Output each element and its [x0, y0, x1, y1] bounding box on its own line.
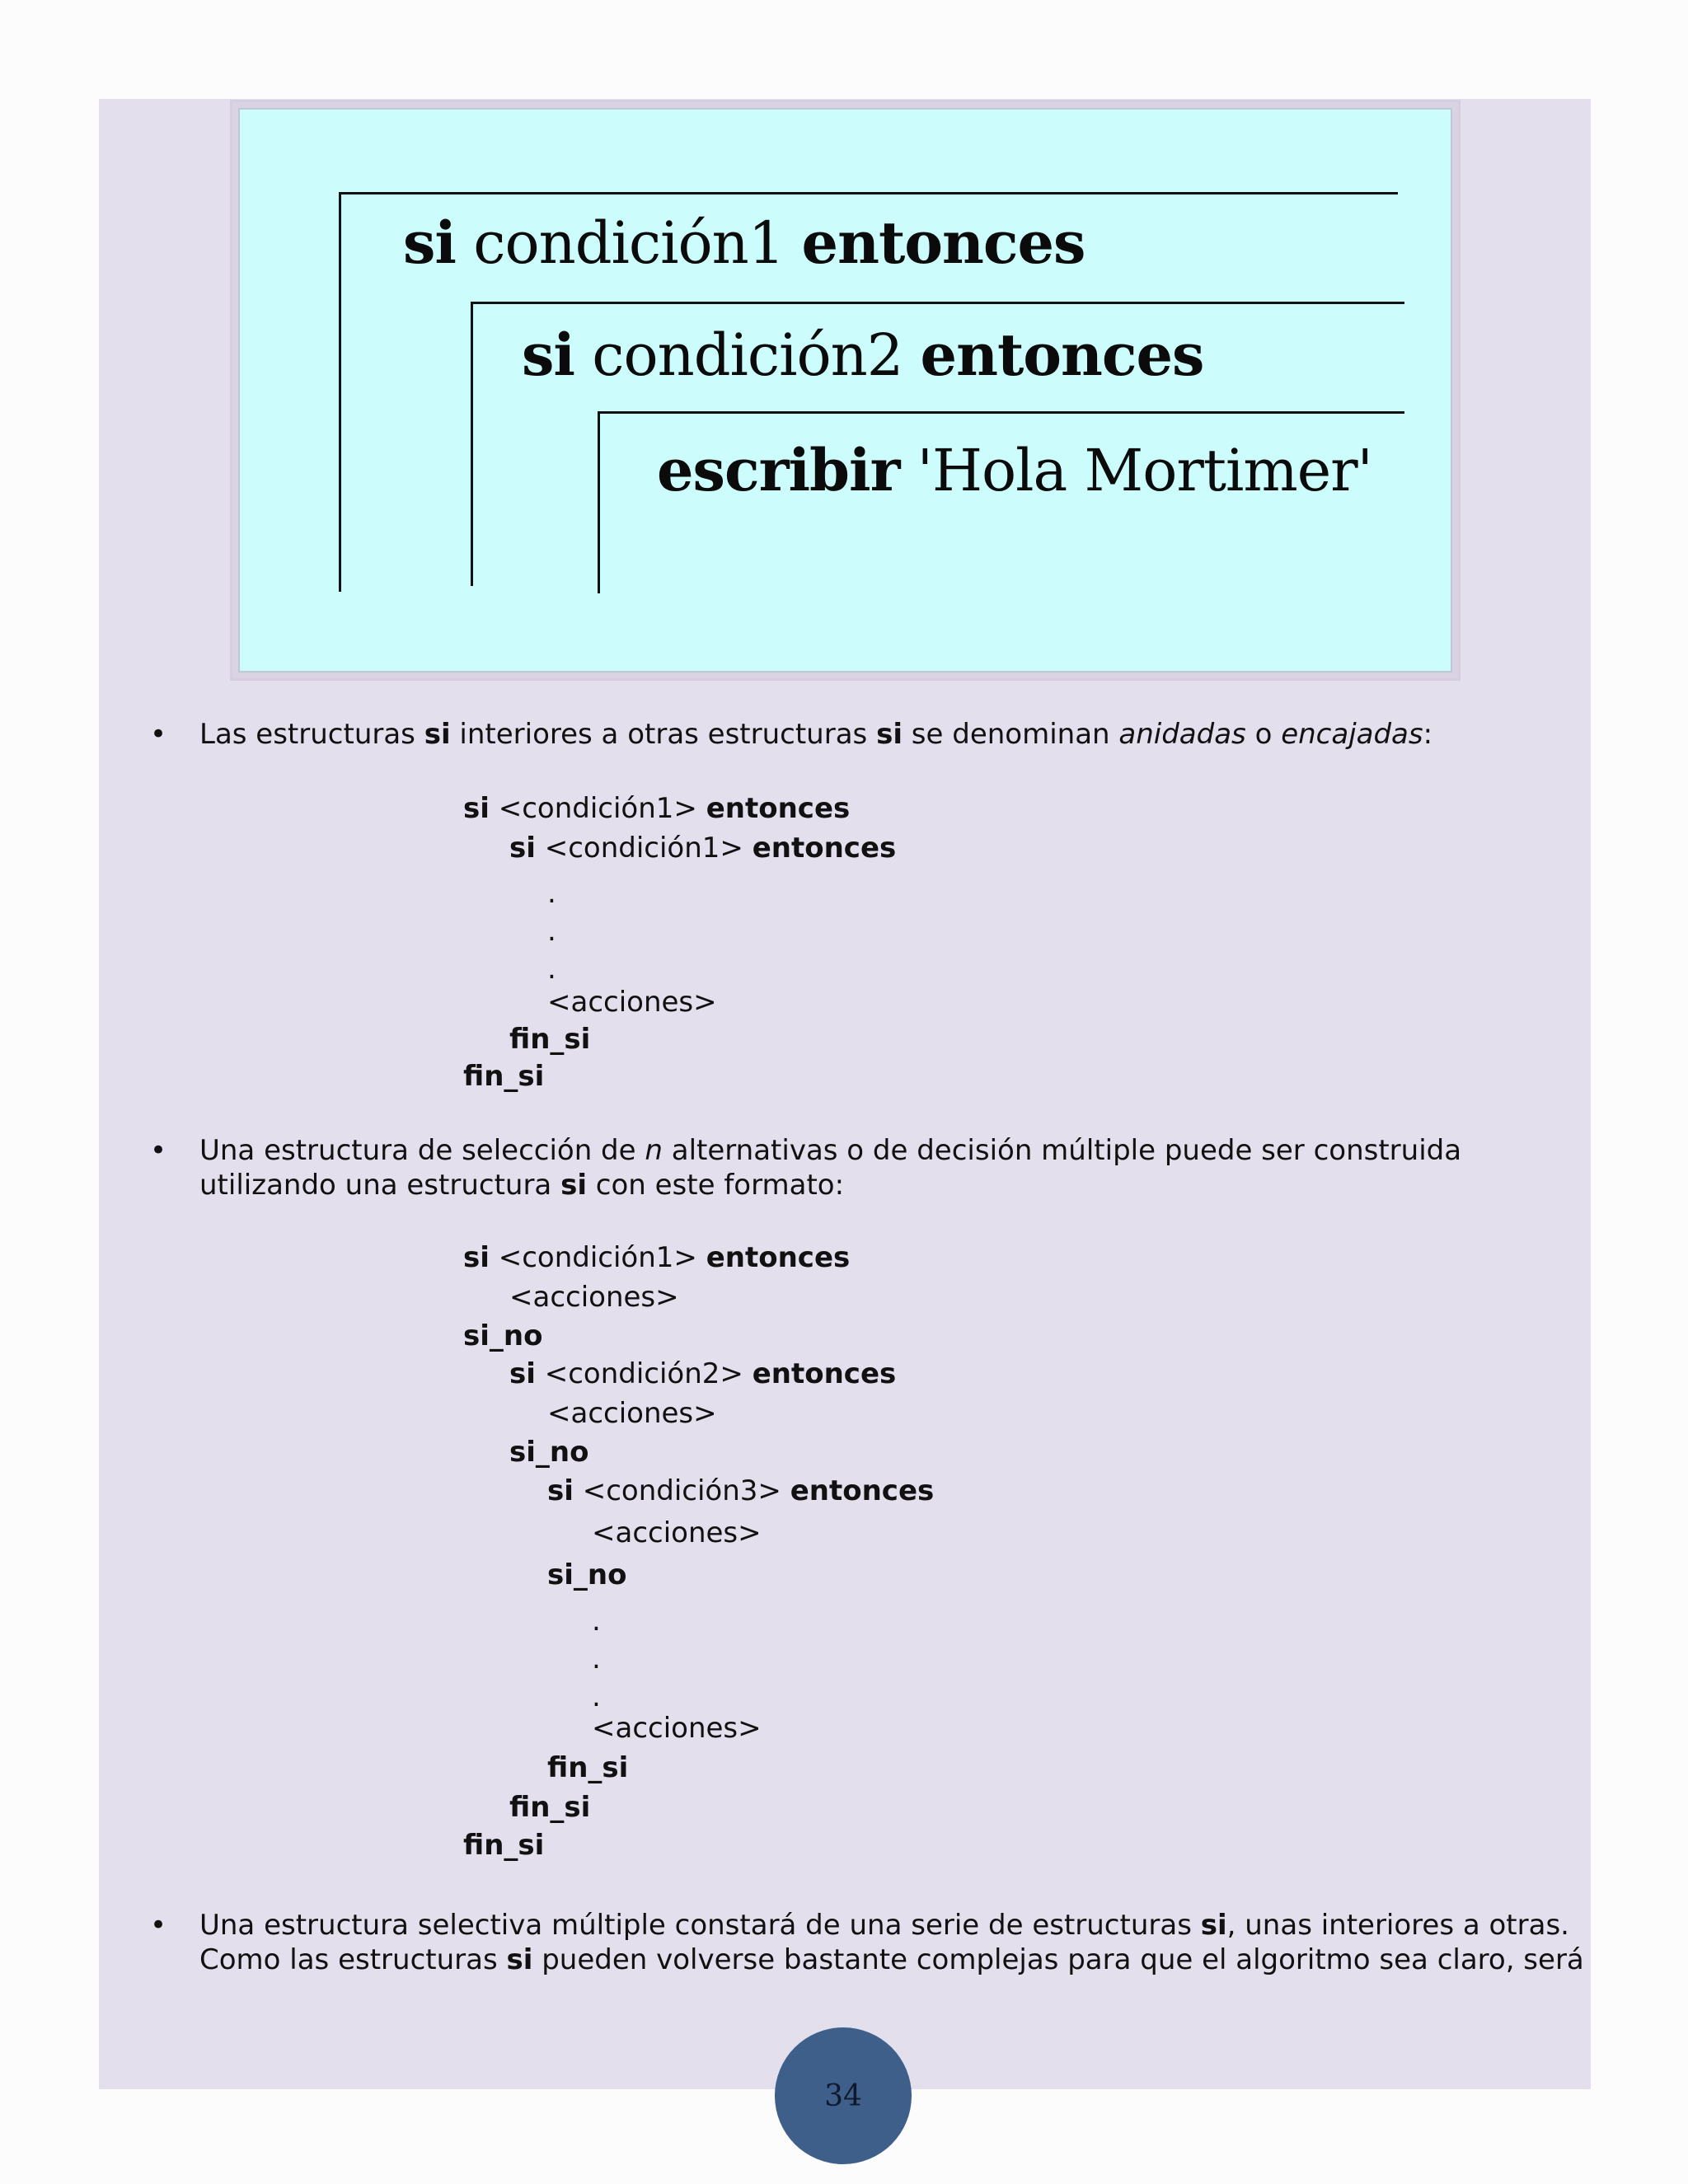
bullet-icon: • — [150, 718, 167, 751]
figure-string: 'Hola Mortimer' — [917, 437, 1372, 504]
figure-condition: condición1 — [473, 209, 785, 277]
code-line: . — [592, 1605, 601, 1638]
code-line: <acciones> — [592, 1516, 762, 1549]
code-line: si <condición1> entonces — [463, 1241, 851, 1274]
bullet-text: Una estructura selectiva múltiple constará de una serie de estructuras si, unas interiores a otras. Como las estructuras si pueden volverse bastante complejas para que el algoritmo sea claro, será — [199, 1909, 1584, 1976]
code-line: . — [592, 1643, 601, 1675]
code-line: si_no — [463, 1319, 543, 1352]
code-line: si <condición1> entonces — [509, 832, 897, 865]
figure-line-3 — [657, 436, 1372, 504]
code-line: <acciones> — [509, 1281, 679, 1314]
page-number: 34 — [775, 2027, 912, 2164]
figure-keyword: si — [522, 321, 575, 389]
code-line: <acciones> — [547, 986, 717, 1019]
code-line: fin_si — [547, 1751, 629, 1784]
code-line: si <condición3> entonces — [547, 1474, 935, 1507]
figure-keyword: si — [403, 209, 457, 277]
code-line: si <condición1> entonces — [463, 792, 851, 825]
figure-keyword: entonces — [801, 209, 1085, 277]
code-line: . — [547, 877, 556, 910]
code-line: <acciones> — [547, 1397, 717, 1430]
figure-keyword: escribir — [657, 436, 900, 504]
figure-keyword: entonces — [920, 321, 1204, 389]
figure-line-1 — [403, 209, 1085, 277]
code-line: . — [547, 915, 556, 948]
code-line: . — [592, 1680, 601, 1713]
code-line: si_no — [547, 1558, 627, 1591]
code-line: fin_si — [509, 1791, 591, 1824]
code-line: fin_si — [463, 1060, 545, 1093]
code-line: . — [547, 953, 556, 986]
code-line: fin_si — [463, 1829, 545, 1862]
nested-if-figure — [238, 108, 1452, 673]
bullet-text: Una estructura de selección de n alternativas o de decisión múltiple puede ser construida utilizando una estructura si con este formato: — [199, 1134, 1462, 1202]
code-line: fin_si — [509, 1023, 591, 1056]
bullet-icon: • — [150, 1909, 167, 1942]
bullet-icon: • — [150, 1134, 167, 1167]
figure-frame — [230, 100, 1461, 681]
figure-condition: condición2 — [592, 321, 903, 389]
code-line: si <condición2> entonces — [509, 1357, 897, 1390]
code-line: <acciones> — [592, 1712, 762, 1745]
figure-line-2 — [522, 321, 1203, 389]
bullet-text: Las estructuras si interiores a otras estructuras si se denominan anidadas o encajadas: — [199, 718, 1433, 751]
code-line: si_no — [509, 1436, 589, 1469]
